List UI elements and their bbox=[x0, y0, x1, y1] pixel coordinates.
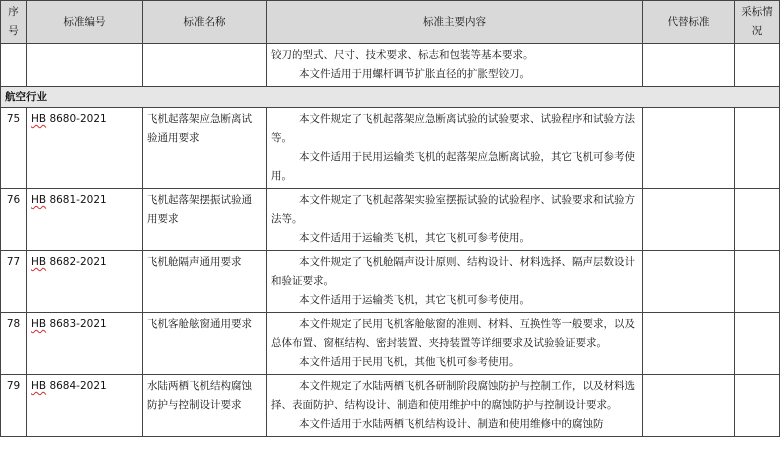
content-line: 本文件适用于民用运输类飞机的起落架应急断离试验，其它飞机可参考使用。 bbox=[271, 151, 635, 182]
code-rest: 8682-2021 bbox=[46, 256, 107, 268]
content-line: 本文件适用于用螺杆调节扩胀直径的扩胀型铰刀。 bbox=[299, 68, 530, 80]
content-line: 本文件规定了飞机起落架实验室摆振试验的试验程序、试验要求和试验方法等。 bbox=[271, 194, 635, 225]
content-line: 铰刀的型式、尺寸、技术要求、标志和包装等基本要求。 bbox=[271, 49, 534, 61]
row-content bbox=[267, 44, 643, 87]
section-row bbox=[1, 87, 780, 108]
section-title: 航空行业 bbox=[1, 87, 780, 108]
code-prefix: HB bbox=[31, 256, 47, 268]
table-row bbox=[1, 313, 780, 375]
row-number: 76 bbox=[1, 189, 27, 251]
code-rest: 8681-2021 bbox=[46, 194, 107, 206]
content-line: 本文件规定了水陆两栖飞机各研制阶段腐蚀防护与控制工作，以及材料选择、表面防护、结构设计、制造和使用维护中的腐蚀防护与控制设计要求。 bbox=[271, 380, 635, 411]
code-prefix: HB bbox=[31, 194, 47, 206]
content-line: 本文件适用于民用飞机，其他飞机可参考使用。 bbox=[299, 356, 520, 368]
row-name: 飞机起落架摆振试验通用要求 bbox=[143, 189, 267, 251]
content-line: 本文件规定了飞机舱隔声设计原则、结构设计、材料选择、隔声层数设计和验证要求。 bbox=[271, 256, 635, 287]
row-number: 79 bbox=[1, 375, 27, 437]
row-number: 75 bbox=[1, 108, 27, 189]
row-content bbox=[267, 189, 643, 251]
header-row bbox=[1, 1, 780, 44]
row-name: 水陆两栖飞机结构腐蚀防护与控制设计要求 bbox=[143, 375, 267, 437]
row-code bbox=[27, 189, 143, 251]
content-line: 本文件适用于运输类飞机，其它飞机可参考使用。 bbox=[299, 232, 530, 244]
row-code bbox=[27, 313, 143, 375]
row-number: 77 bbox=[1, 251, 27, 313]
row-content bbox=[267, 375, 643, 437]
table-row bbox=[1, 189, 780, 251]
table-row bbox=[1, 251, 780, 313]
header-code: 标准编号 bbox=[27, 1, 143, 44]
table-row-continued bbox=[1, 44, 780, 87]
header-name: 标准名称 bbox=[143, 1, 267, 44]
content-line: 本文件规定了民用飞机客舱舷窗的准则、材料、互换性等一般要求，以及总体布置、窗框结构、密封装置、夹持装置等详细要求及试验验证要求。 bbox=[271, 318, 635, 349]
row-code bbox=[27, 375, 143, 437]
header-replaced: 代替标准 bbox=[643, 1, 735, 44]
row-code bbox=[27, 251, 143, 313]
row-number: 78 bbox=[1, 313, 27, 375]
content-line: 本文件适用于水陆两栖飞机结构设计、制造和使用维修中的腐蚀防 bbox=[299, 418, 604, 430]
code-prefix: HB bbox=[31, 380, 47, 392]
table-row bbox=[1, 108, 780, 189]
content-line: 本文件适用于运输类飞机，其它飞机可参考使用。 bbox=[299, 294, 530, 306]
table-row bbox=[1, 375, 780, 437]
row-code bbox=[27, 108, 143, 189]
code-rest: 8680-2021 bbox=[46, 113, 107, 125]
code-prefix: HB bbox=[31, 318, 47, 330]
row-content bbox=[267, 108, 643, 189]
row-content bbox=[267, 251, 643, 313]
code-rest: 8683-2021 bbox=[46, 318, 107, 330]
header-seq: 序号 bbox=[1, 1, 27, 44]
row-name: 飞机起落架应急断离试验通用要求 bbox=[143, 108, 267, 189]
row-name: 飞机客舱舷窗通用要求 bbox=[143, 313, 267, 375]
row-name: 飞机舱隔声通用要求 bbox=[143, 251, 267, 313]
header-content: 标准主要内容 bbox=[267, 1, 643, 44]
code-prefix: HB bbox=[31, 113, 47, 125]
content-line: 本文件规定了飞机起落架应急断离试验的试验要求、试验程序和试验方法等。 bbox=[271, 113, 635, 144]
header-adopt: 采标情况 bbox=[735, 1, 780, 44]
code-rest: 8684-2021 bbox=[46, 380, 107, 392]
row-content bbox=[267, 313, 643, 375]
